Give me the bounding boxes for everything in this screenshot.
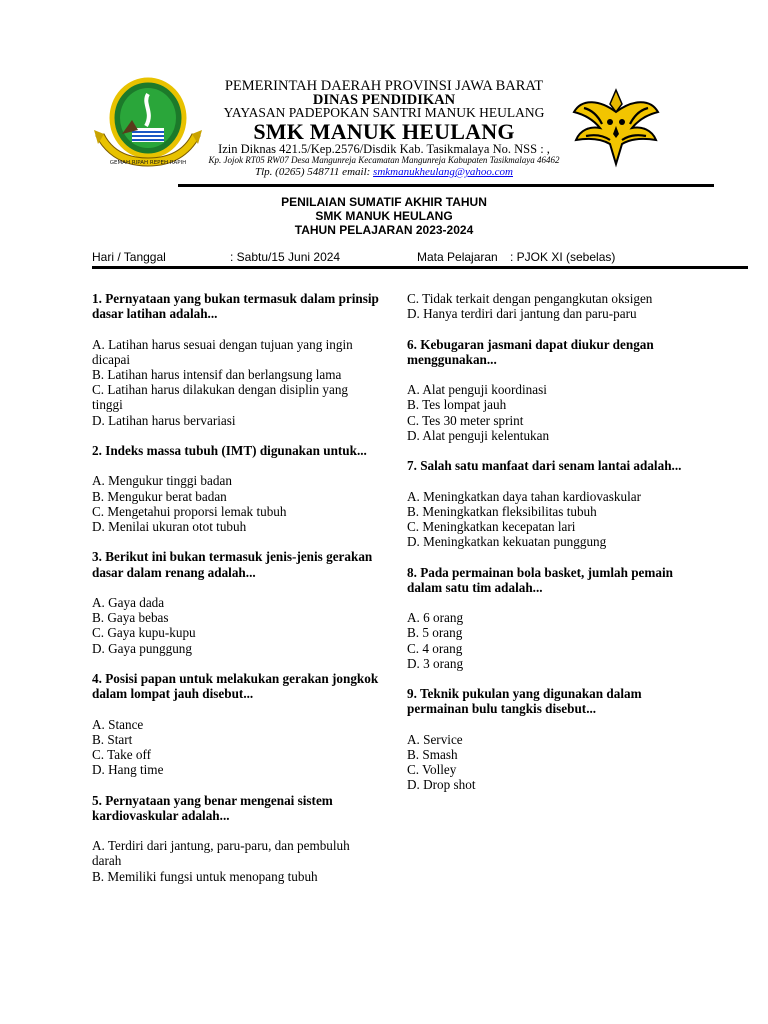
question-2-option-c: C. Mengetahui proporsi lemak tubuh bbox=[92, 503, 287, 519]
address-line: Kp. Jojok RT05 RW07 Desa Mangunreja Kecamatan Mangunreja Kabupaten Tasikmalaya 46462 bbox=[208, 155, 560, 165]
question-8-option-a: A. 6 orang bbox=[407, 610, 464, 626]
subject-value: : PJOK XI (sebelas) bbox=[510, 250, 616, 264]
question-9-option-b: B. Smash bbox=[407, 746, 458, 762]
question-1-option-b: B. Latihan harus intensif dan berlangsung lama bbox=[92, 367, 342, 382]
question-4: 4. Posisi papan untuk melakukan gerakan jongkok dalam lompat jauh disebut... bbox=[92, 670, 379, 702]
phone-text: Tlp. (0265) 548711 email: bbox=[255, 166, 374, 178]
question-1-option-a: A. Latihan harus sesuai dengan tujuan yang ingin dicapai bbox=[92, 336, 353, 367]
question-8-option-c: C. 4 orang bbox=[407, 640, 463, 656]
exam-year: TAHUN PELAJARAN 2023-2024 bbox=[294, 223, 474, 237]
question-7-option-b: B. Meningkatkan fleksibilitas tubuh bbox=[407, 503, 597, 519]
question-1-option-c: C. Latihan harus dilakukan dengan disiplin yang tinggi bbox=[92, 382, 349, 413]
question-5: 5. Pernyataan yang benar mengenai sistem kardiovaskular adalah... bbox=[92, 792, 333, 823]
question-8-option-d: D. 3 orang bbox=[407, 655, 464, 671]
question-4-option-a: A. Stance bbox=[92, 716, 144, 732]
questions-column-right bbox=[407, 291, 697, 793]
question-9: 9. Teknik pukulan yang digunakan dalam permainan bulu tangkis disebut... bbox=[407, 686, 642, 717]
question-7-option-c: C. Meningkatkan kecepatan lari bbox=[407, 518, 576, 534]
question-6-option-c: C. Tes 30 meter sprint bbox=[407, 412, 524, 428]
question-1: 1. Pernyataan yang bukan termasuk dalam prinsip dasar latihan adalah... bbox=[92, 291, 379, 322]
foundation-header-line: YAYASAN PADEPOKAN SANTRI MANUK HEULANG bbox=[223, 105, 545, 120]
department-header-line: DINAS PENDIDIKAN bbox=[312, 92, 456, 108]
question-6-option-a: A. Alat penguji koordinasi bbox=[407, 382, 547, 398]
day-label: Hari / Tanggal bbox=[92, 250, 166, 264]
question-8-option-b: B. 5 orang bbox=[407, 625, 463, 641]
question-6-option-d: D. Alat penguji kelentukan bbox=[407, 427, 550, 443]
question-3-option-a: A. Gaya dada bbox=[92, 594, 165, 610]
question-9-option-a: A. Service bbox=[407, 731, 463, 747]
question-4-option-d: D. Hang time bbox=[92, 762, 164, 778]
question-8: 8. Pada permainan bola basket, jumlah pemain dalam satu tim adalah... bbox=[407, 564, 673, 595]
subject-label: Mata Pelajaran bbox=[417, 250, 498, 264]
school-name: SMK MANUK HEULANG bbox=[253, 119, 515, 144]
question-2-option-b: B. Mengukur berat badan bbox=[92, 488, 227, 504]
question-7: 7. Salah satu manfaat dari senam lantai adalah... bbox=[407, 458, 682, 474]
permit-line: Izin Diknas 421.5/Kep.2576/Disdik Kab. Tasikmalaya No. NSS : , bbox=[218, 142, 550, 156]
question-2-option-d: D. Menilai ukuran otot tubuh bbox=[92, 519, 247, 534]
question-5-option-b: B. Memiliki fungsi untuk menopang tubuh bbox=[92, 868, 318, 884]
question-5-option-c: C. Tidak terkait dengan pengangkutan oksigen bbox=[407, 291, 653, 306]
question-9-option-c: C. Volley bbox=[407, 762, 457, 778]
emblem-motto-text: GEMAH RIPAH REPEH RAPIH bbox=[109, 160, 187, 166]
question-3-option-d: D. Gaya punggung bbox=[92, 640, 192, 656]
question-3: 3. Berikut ini bukan termasuk jenis-jenis gerakan dasar dalam renang adalah... bbox=[92, 549, 373, 580]
question-6-option-b: B. Tes lompat jauh bbox=[407, 397, 507, 413]
question-4-option-b: B. Start bbox=[92, 731, 133, 747]
question-5-option-a: A. Terdiri dari jantung, paru-paru, dan pembuluh darah bbox=[92, 838, 350, 869]
questions-column-left bbox=[92, 291, 382, 884]
contact-line bbox=[180, 166, 588, 178]
info-divider bbox=[92, 266, 748, 269]
question-5-option-d: D. Hanya terdiri dari jantung dan paru-paru bbox=[407, 306, 637, 322]
day-value: : Sabtu/15 Juni 2024 bbox=[230, 250, 341, 264]
question-3-option-c: C. Gaya kupu-kupu bbox=[92, 625, 196, 641]
question-7-option-a: A. Meningkatkan daya tahan kardiovaskular bbox=[407, 488, 642, 504]
government-header-line: PEMERINTAH DAERAH PROVINSI JAWA BARAT bbox=[224, 78, 544, 94]
exam-title: PENILAIAN SUMATIF AKHIR TAHUN bbox=[281, 195, 487, 209]
header-divider bbox=[178, 184, 714, 187]
question-6: 6. Kebugaran jasmani dapat diukur dengan menggunakan... bbox=[407, 336, 654, 367]
question-2: 2. Indeks massa tubuh (IMT) digunakan untuk... bbox=[92, 443, 367, 458]
exam-school: SMK MANUK HEULANG bbox=[315, 209, 453, 223]
question-2-option-a: A. Mengukur tinggi badan bbox=[92, 473, 232, 489]
question-7-option-d: D. Meningkatkan kekuatan punggung bbox=[407, 534, 607, 550]
question-9-option-d: D. Drop shot bbox=[407, 777, 476, 793]
question-4-option-c: C. Take off bbox=[92, 746, 152, 762]
question-3-option-b: B. Gaya bebas bbox=[92, 610, 169, 626]
question-1-option-d: D. Latihan harus bervariasi bbox=[92, 412, 236, 428]
email-link[interactable]: smkmanukheulang@yahoo.com bbox=[373, 166, 513, 178]
